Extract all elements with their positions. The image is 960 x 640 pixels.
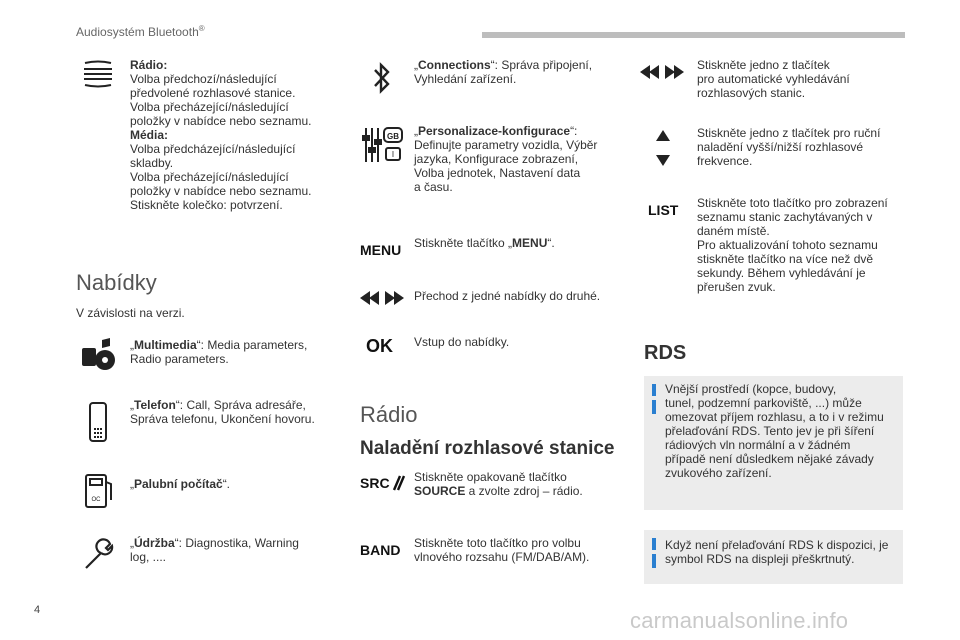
text-line: vlnového rozsahu (FM/DAB/AM).: [414, 550, 590, 564]
text-line: předvolené rozhlasové stanice.: [130, 86, 296, 100]
info-marker: [652, 554, 656, 568]
text-line: symbol RDS na displeji přeškrtnutý.: [665, 552, 855, 566]
page-number: 4: [34, 604, 41, 616]
info-marker: [652, 400, 656, 414]
menu-item-udrzba: [130, 536, 340, 564]
item-name: Multimedia: [134, 338, 197, 352]
section-title-radio: Rádio: [360, 402, 418, 427]
menu-item-personalizace: [414, 124, 624, 194]
item-name: MENU: [512, 236, 548, 250]
band-description: [414, 536, 624, 564]
text-line: seznamu stanic zachytávaných v: [697, 210, 873, 224]
double-arrows-icon: [360, 290, 404, 311]
text-line: Radio parameters.: [130, 352, 229, 366]
text-line: Stiskněte jedno z tlačítek pro ruční: [697, 126, 881, 140]
item-name: Connections: [418, 58, 491, 72]
svg-text:OC: OC: [91, 497, 101, 503]
note-text: [665, 538, 900, 566]
text-line: Volba předcházející/následující: [130, 142, 296, 156]
quote-mark: „: [414, 58, 418, 72]
item-name: Telefon: [134, 398, 176, 412]
menu-item-palubni-pocitac: [130, 477, 340, 491]
watermark: carmanualsonline.info: [630, 608, 849, 633]
text-line: přerušen zvuk.: [697, 280, 776, 294]
text-line: případě není důsledkem nějaké závady: [665, 452, 874, 466]
ok-description: Vstup do nabídky.: [414, 335, 510, 349]
text-line: Když není přelaďování RDS k dispozici, je: [665, 538, 889, 552]
trip-computer-icon: [84, 472, 114, 515]
seek-arrows-icon: [640, 64, 684, 85]
text-line: Vyhledání zařízení.: [414, 72, 517, 86]
text-line: frekvence.: [697, 154, 753, 168]
quote-mark: „: [130, 477, 134, 491]
quote-mark: „: [130, 536, 134, 550]
ok-button-label: OK: [366, 336, 393, 356]
text-line: a zvolte zdroj – rádio.: [465, 484, 583, 498]
text-line: Stiskněte kolečko: potvrzení.: [130, 198, 283, 212]
text-line: Stiskněte jedno z tlačítek: [697, 58, 830, 72]
list-description: [697, 196, 907, 294]
note-text: [665, 382, 900, 480]
text-line: stiskněte tlačítko na více než dvě: [697, 252, 874, 266]
svg-text:SRC: SRC: [360, 475, 390, 491]
band-button-label: BAND: [360, 542, 401, 558]
text-line: Vnější prostředí (kopce, budovy,: [665, 382, 837, 396]
text-line: “: Call, Správa adresáře,: [175, 398, 306, 412]
text-line: Stiskněte tlačítko „: [414, 236, 513, 250]
quote-mark: „: [130, 398, 134, 412]
menu-button-label: MENU: [360, 242, 402, 258]
bluetooth-icon: [372, 60, 392, 101]
multimedia-icon: [80, 338, 116, 377]
manual-tune-description: [697, 126, 907, 168]
menu-button-description: [414, 236, 624, 250]
text-line: daném místě.: [697, 224, 770, 238]
text-line: “: Diagnostika, Warning: [174, 536, 299, 550]
text-line: rozhlasových stanic.: [697, 86, 806, 100]
text-line: rádiových vln normální a v žádném: [665, 438, 851, 452]
menu-item-connections: [414, 58, 624, 86]
menu-item-multimedia: [130, 338, 340, 366]
media-heading: Média:: [130, 128, 169, 142]
section-title-nabidky: Nabídky: [76, 270, 157, 295]
item-name: Údržba: [134, 536, 175, 550]
src-icon: [360, 474, 406, 497]
text-line: Pro aktualizování tohoto seznamu: [697, 238, 878, 252]
settings-sliders-icon: [362, 126, 404, 169]
info-note-rds-unavailable: [644, 530, 903, 584]
text-line: položky v nabídce nebo seznamu.: [130, 114, 312, 128]
intro-text: V závislosti na verzi.: [76, 306, 185, 320]
quote-mark: „: [130, 338, 134, 352]
up-down-arrows-icon: [656, 130, 670, 171]
text-line: zvukového zařízení.: [665, 466, 772, 480]
text-line: Stiskněte opakovaně tlačítko: [414, 470, 567, 484]
header-title: Audiosystém Bluetooth: [76, 25, 199, 39]
list-button-label: LIST: [648, 202, 679, 218]
text-line: Volba předchozí/následující: [130, 72, 277, 86]
wrench-icon: [82, 538, 116, 577]
item-name: Palubní počítač: [134, 477, 223, 491]
item-name: Personalizace-konfigurace: [418, 124, 571, 138]
info-note-rds-reception: [644, 376, 903, 510]
text-line: Stiskněte toto tlačítko pro zobrazení: [697, 196, 888, 210]
phone-icon: [88, 402, 108, 447]
text-line: “: Media parameters,: [196, 338, 308, 352]
svg-text:I: I: [391, 150, 395, 159]
text-line: přelaďování RDS. Tento jev je při šíření: [665, 424, 875, 438]
page-header: [76, 24, 205, 39]
text-line: Volba jednotek, Nastavení data: [414, 166, 581, 180]
src-description: [414, 470, 624, 498]
item-name: SOURCE: [414, 484, 466, 498]
text-line: Volba přecházející/následující: [130, 170, 289, 184]
text-line: položky v nabídce nebo seznamu.: [130, 184, 312, 198]
text-line: omezovat příjem rozhlasu, a to i v režimu: [665, 410, 884, 424]
info-marker: [652, 538, 656, 550]
seek-description: [697, 58, 907, 100]
text-line: Definujte parametry vozidla, Výběr: [414, 138, 598, 152]
text-line: skladby.: [130, 156, 174, 170]
quote-mark: „: [414, 124, 418, 138]
radio-media-description: [130, 58, 340, 212]
text-line: tunel, podzemní parkoviště, ...) může: [665, 396, 862, 410]
text-line: Správa telefonu, Ukončení hovoru.: [130, 412, 315, 426]
text-line: “: Správa připojení,: [490, 58, 593, 72]
text-line: a času.: [414, 180, 453, 194]
text-line: log, ....: [130, 550, 167, 564]
radio-heading: Rádio:: [130, 58, 168, 72]
subsection-title-naladeni: Naladění rozhlasové stanice: [360, 438, 615, 459]
text-line: pro automatické vyhledávání: [697, 72, 850, 86]
text-line: “.: [222, 477, 231, 491]
info-marker: [652, 384, 656, 396]
text-line: “:: [570, 124, 578, 138]
svg-text:GB: GB: [387, 132, 399, 141]
menu-item-telefon: [130, 398, 340, 426]
text-line: Volba přecházející/následující: [130, 100, 289, 114]
text-line: Stiskněte toto tlačítko pro volbu: [414, 536, 581, 550]
text-line: jazyka, Konfigurace zobrazení,: [414, 152, 579, 166]
header-reg: ®: [198, 24, 205, 33]
header-rule: [482, 32, 905, 38]
text-line: sekundy. Během vyhledávání je: [697, 266, 866, 280]
arrows-description: Přechod z jedné nabídky do druhé.: [414, 289, 601, 303]
section-title-rds: RDS: [644, 342, 687, 364]
text-line: “.: [547, 236, 555, 250]
text-line: naladění vyšší/nižší rozhlasové: [697, 140, 864, 154]
list-lines-icon: [82, 60, 114, 95]
